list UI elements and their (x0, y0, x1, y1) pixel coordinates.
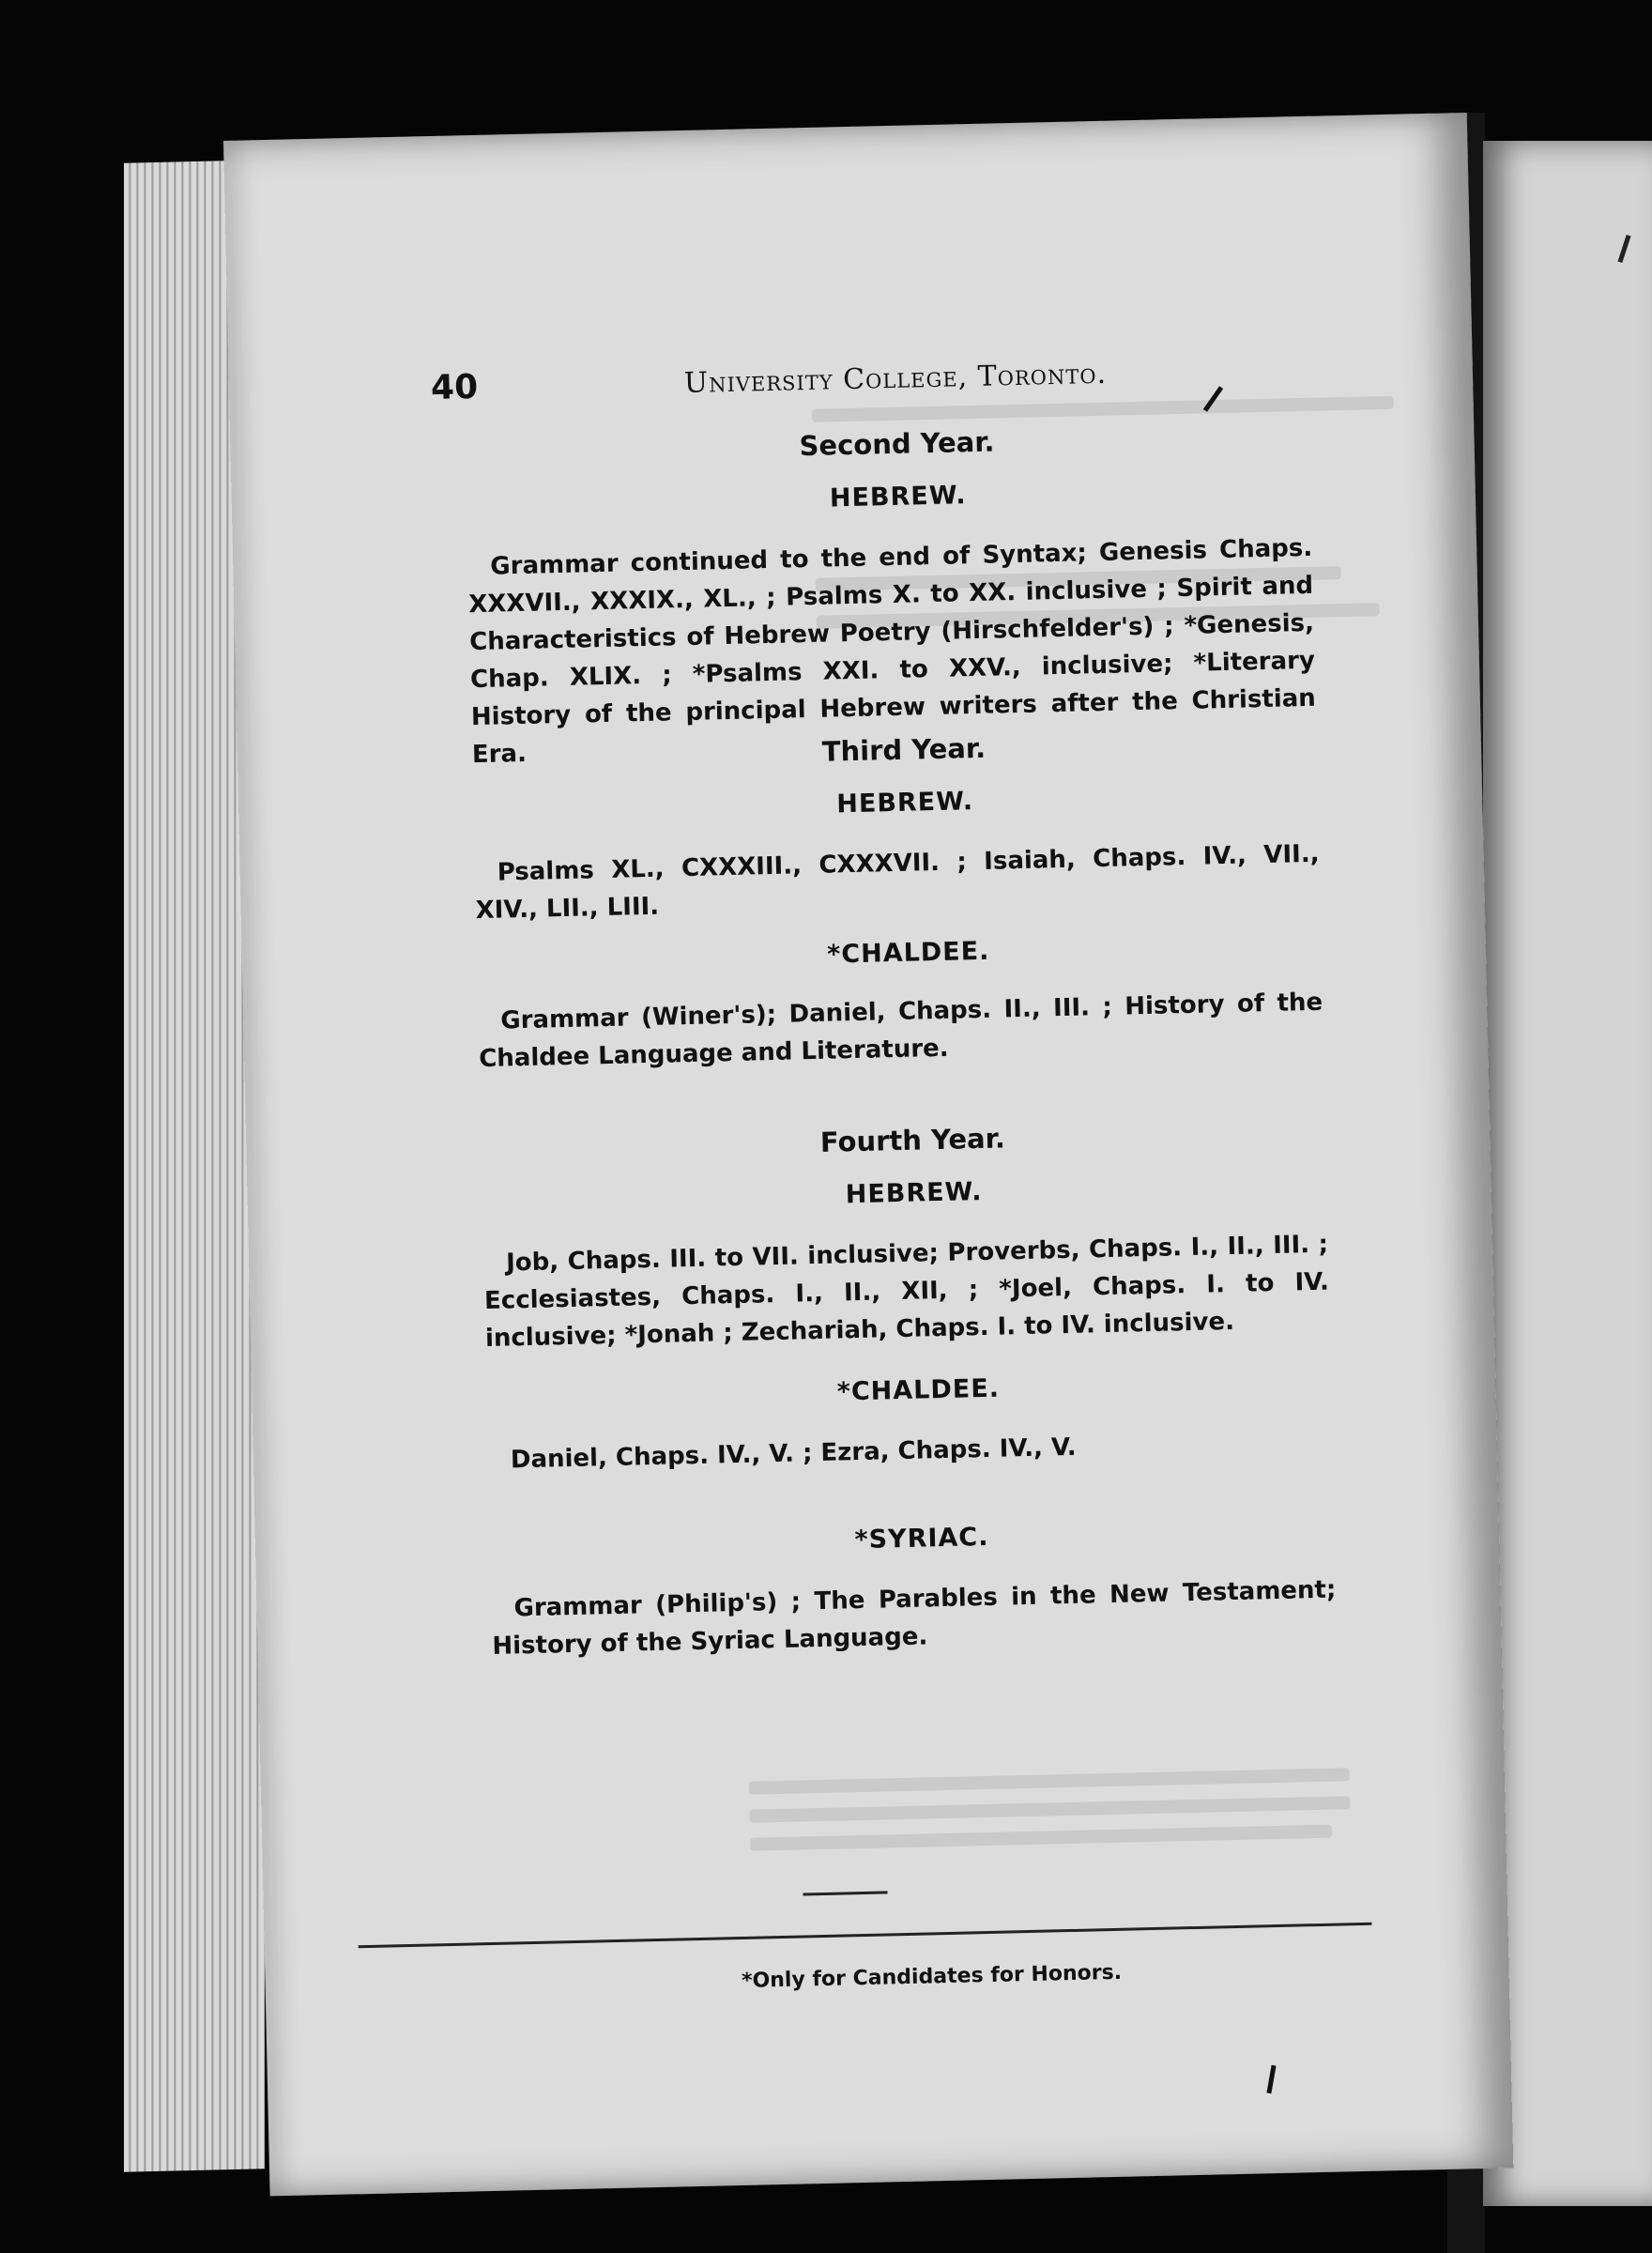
second-year-hebrew-heading: HEBREW. (829, 481, 967, 513)
third-year-chaldee-text: Grammar (Winer's); Daniel, Chaps. II., III. ; History of the Chaldee Language and Literature. (478, 988, 1323, 1074)
fourth-year-syriac-heading: *SYRIAC. (854, 1522, 989, 1556)
page-40 (223, 113, 1513, 2196)
footnote-rule (359, 1923, 1372, 1949)
fourth-year-syriac-text: Grammar (Philip's) ; The Parables in the New Testament; History of the Syriac Language. (492, 1575, 1337, 1661)
show-through-line (750, 1825, 1332, 1851)
second-year-hebrew-text: Grammar continued to the end of Syntax; Genesis Chaps. XXXVII., XXXIX., XL., ; Psalms X. to XX. inclusive ; Spirit and Characteristics of Hebrew Poetry (Hirschfelder's) ; *Genesis, Chap. XLIX. ; *Psalms XXI. to XXV., inclusive; *Literary History of the principal Hebrew writers after the Christian Era. (467, 533, 1317, 770)
second-year-heading: Second Year. (799, 425, 995, 463)
facing-page-edge (1483, 141, 1652, 2206)
page-content (223, 113, 1513, 2196)
section-end-rule (803, 1891, 888, 1895)
running-head: University College, Toronto. (683, 357, 1108, 400)
third-year-heading: Third Year. (821, 731, 987, 768)
third-year-hebrew-heading: HEBREW. (835, 787, 974, 820)
fourth-year-chaldee-heading: *CHALDEE. (836, 1373, 1001, 1407)
footnote: *Only for Candidates for Honors. (741, 1960, 1123, 1993)
fourth-year-hebrew-heading: HEBREW. (845, 1176, 983, 1210)
fourth-year-heading: Fourth Year. (819, 1122, 1006, 1158)
show-through-line (749, 1768, 1350, 1795)
page-number: 40 (430, 367, 479, 408)
third-year-chaldee-heading: *CHALDEE. (826, 936, 990, 970)
fourth-year-hebrew-text: Job, Chaps. III. to VII. inclusive; Proverbs, Chaps. I., II., III. ; Ecclesiastes, Chaps. I., II., XII, ; *Joel, Chaps. I. to IV. inclusive; *Jonah ; Zechariah, Chaps. I. to IV. inclusive. (483, 1230, 1330, 1353)
fourth-year-chaldee-text: Daniel, Chaps. IV., V. ; Ezra, Chaps. IV., V. (510, 1433, 1077, 1475)
third-year-hebrew-text: Psalms XL., CXXXIII., CXXXVII. ; Isaiah, Chaps. IV., VII., XIV., LII., LIII. (475, 839, 1320, 926)
show-through-line (749, 1796, 1350, 1823)
